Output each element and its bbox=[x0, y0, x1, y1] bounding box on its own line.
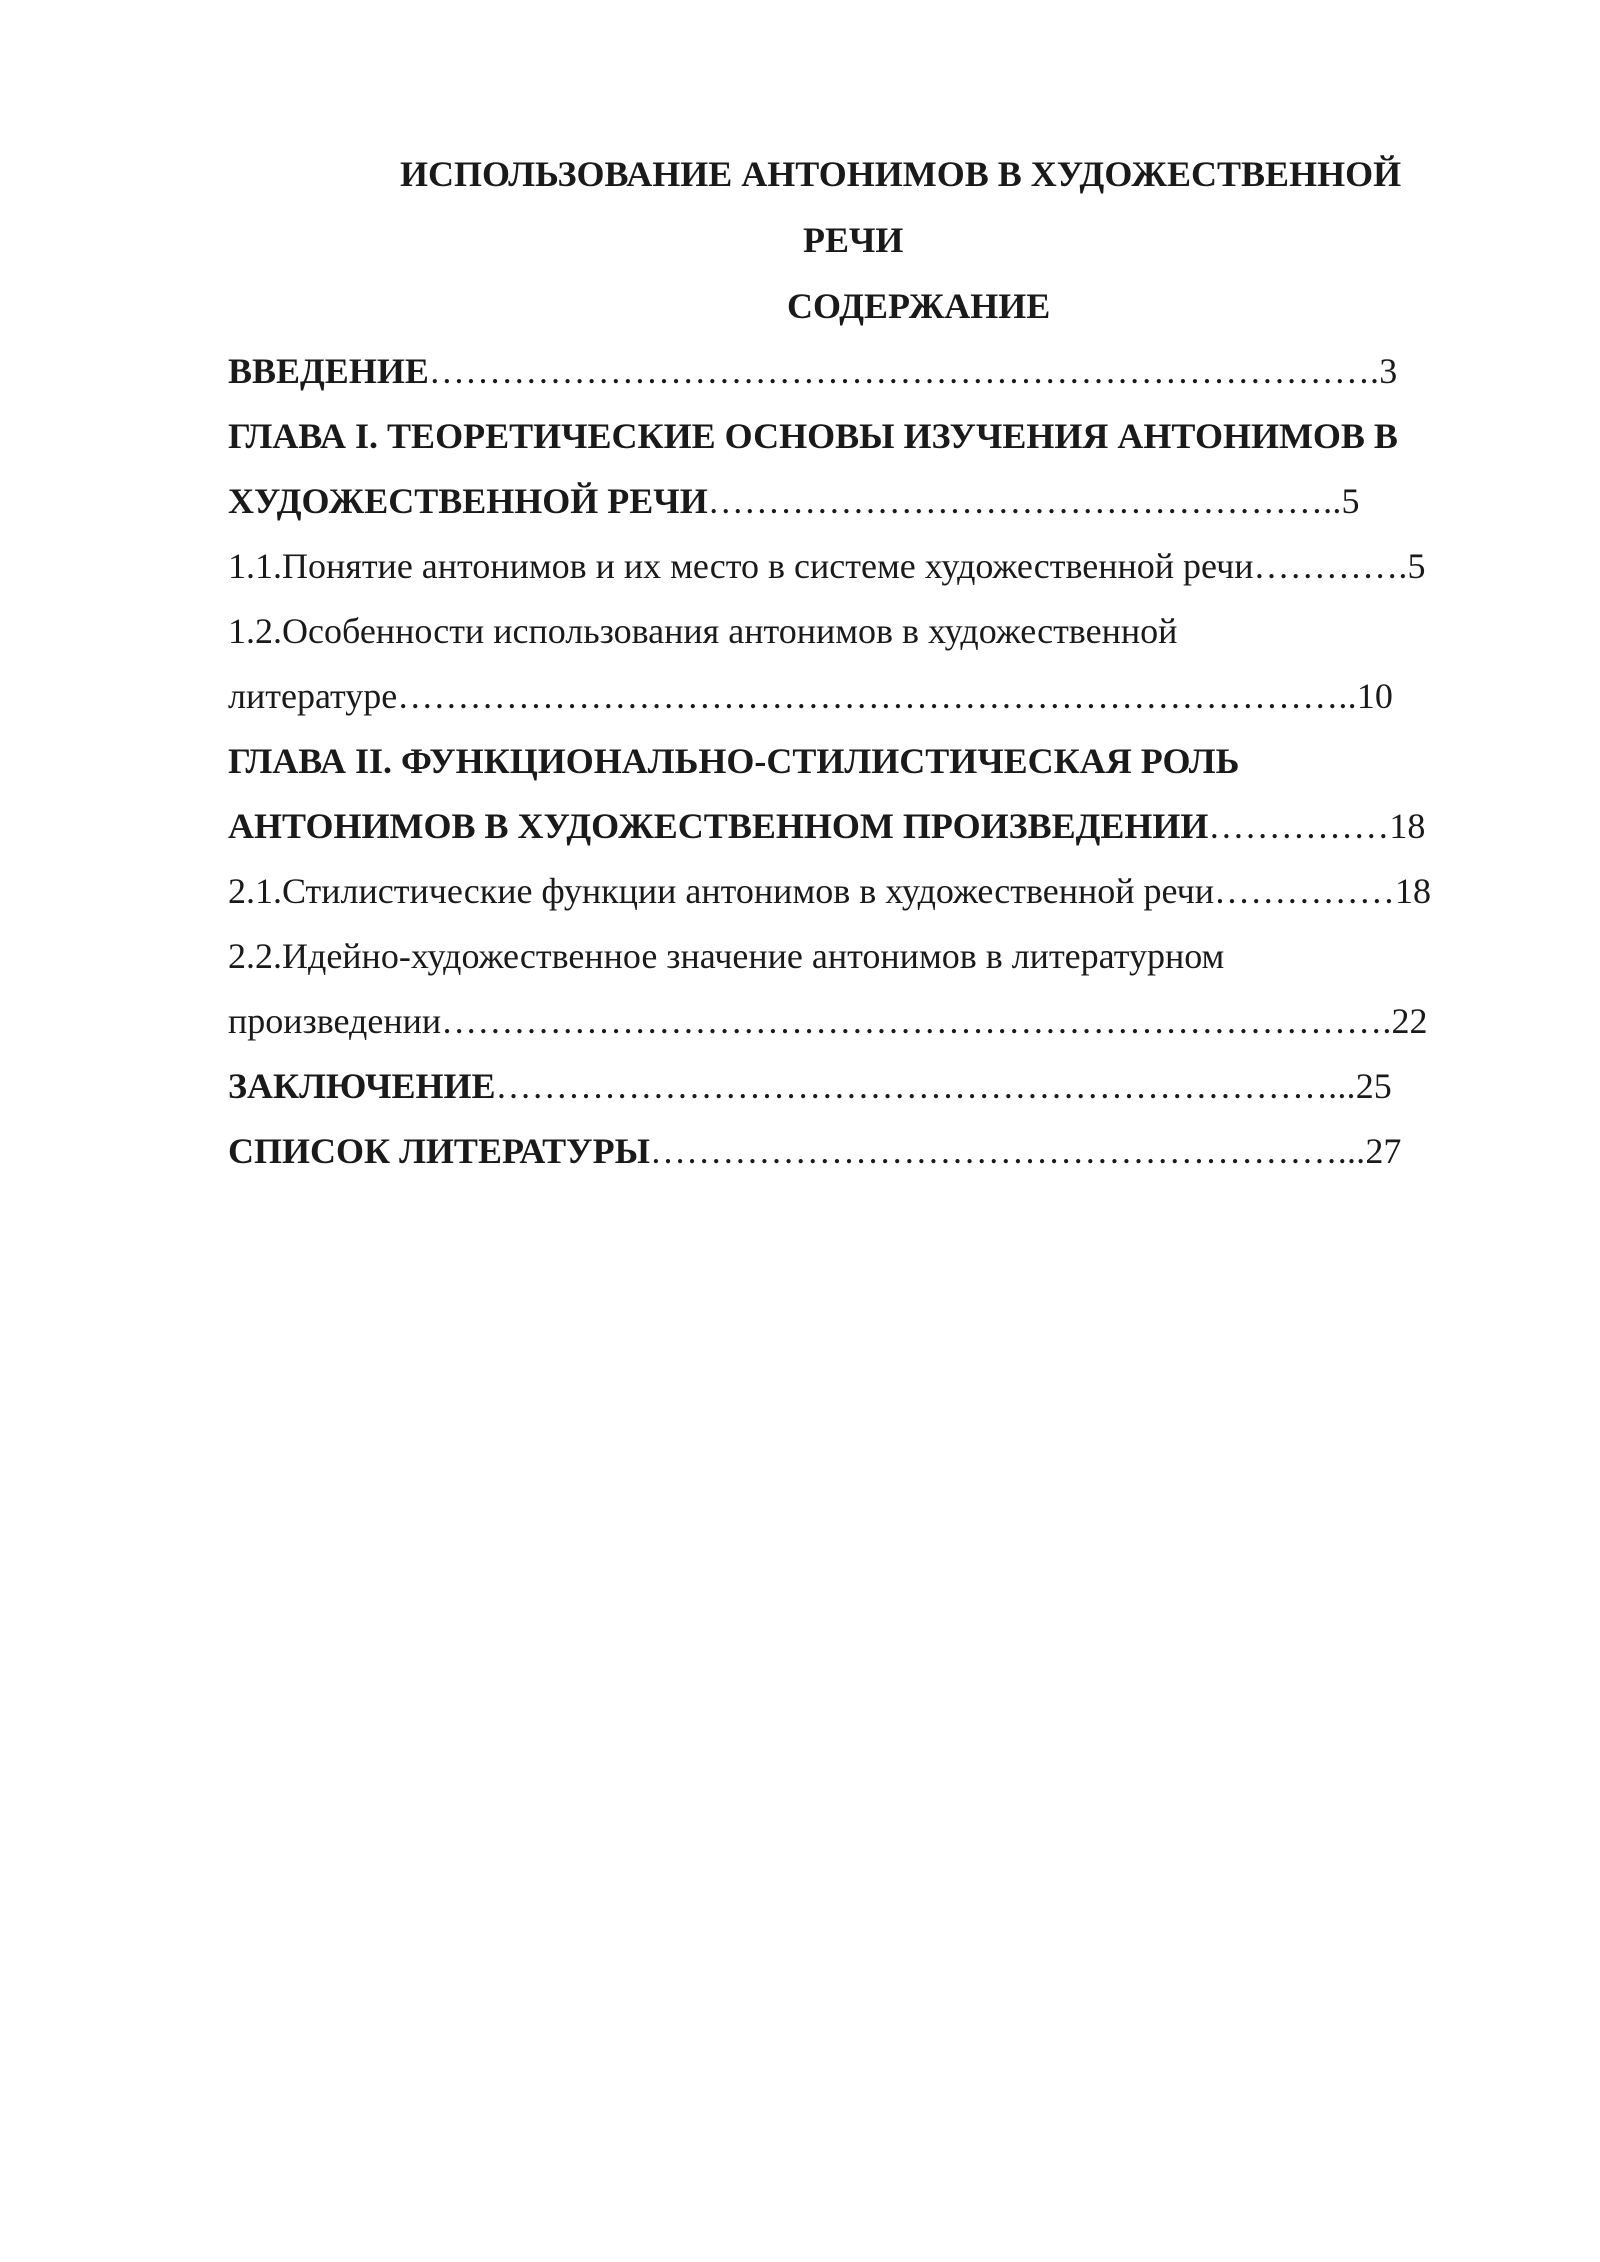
toc-entry-section-1-2-line-1 bbox=[228, 609, 1480, 653]
toc-entry-bibliography bbox=[228, 1129, 1480, 1173]
document-title-line-2: РЕЧИ bbox=[803, 220, 904, 260]
toc-entry-text: ХУДОЖЕСТВЕННОЙ РЕЧИ bbox=[228, 481, 708, 521]
toc-entry-text: ВВЕДЕНИЕ bbox=[228, 351, 429, 391]
toc-page-number: 22 bbox=[1391, 1001, 1428, 1041]
toc-entry-text: ГЛАВА I. ТЕОРЕТИЧЕСКИЕ ОСНОВЫ ИЗУЧЕНИЯ АНТОНИМОВ В bbox=[228, 416, 1398, 456]
toc-entry-chapter-2-line-1 bbox=[228, 739, 1480, 783]
toc-entry-conclusion bbox=[228, 1064, 1480, 1108]
toc-entry-text: 2.2.Идейно-художественное значение антонимов в литературном bbox=[228, 936, 1225, 976]
toc-leader-dots: …………………………………………………... bbox=[649, 1131, 1366, 1171]
toc-leader-dots: ……………………………………………………………………. bbox=[428, 351, 1380, 391]
toc-entry-text: 1.2.Особенности использования антонимов в художественной bbox=[228, 611, 1178, 651]
toc-leader-dots: ……………………………………………………………………. bbox=[441, 1001, 1392, 1041]
toc-entry-text: АНТОНИМОВ В ХУДОЖЕСТВЕННОМ ПРОИЗВЕДЕНИИ bbox=[228, 806, 1209, 846]
toc-page-number: 5 bbox=[1407, 546, 1426, 586]
contents-heading: СОДЕРЖАНИЕ bbox=[787, 286, 1051, 326]
toc-leader-dots: …………… bbox=[1208, 806, 1390, 846]
toc-leader-dots: …………. bbox=[1253, 546, 1408, 586]
toc-entry-introduction bbox=[228, 349, 1480, 393]
toc-leader-dots: …………… bbox=[1214, 871, 1396, 911]
toc-page-number: 10 bbox=[1356, 676, 1393, 716]
toc-leader-dots: …………………………………………………………………….. bbox=[397, 676, 1357, 716]
toc-entry-text: ГЛАВА II. ФУНКЦИОНАЛЬНО-СТИЛИСТИЧЕСКАЯ РОЛЬ bbox=[228, 741, 1240, 781]
toc-entry-text: ЗАКЛЮЧЕНИЕ bbox=[228, 1066, 496, 1106]
toc-entry-text: 1.1.Понятие антонимов и их место в системе художественной речи bbox=[228, 546, 1254, 586]
toc-entry-chapter-1-line-1 bbox=[228, 414, 1480, 458]
toc-entry-section-1-1 bbox=[228, 544, 1480, 588]
toc-entry-text: произведении bbox=[228, 1001, 442, 1041]
document-title-line-1: ИСПОЛЬЗОВАНИЕ АНТОНИМОВ В ХУДОЖЕСТВЕННОЙ bbox=[400, 154, 1402, 194]
toc-entry-chapter-2-line-2 bbox=[228, 804, 1480, 848]
toc-entry-text: 2.1.Стилистические функции антонимов в художественной речи bbox=[228, 871, 1215, 911]
toc-entry-text: СПИСОК ЛИТЕРАТУРЫ bbox=[228, 1131, 650, 1171]
toc-leader-dots: …………………………………………….. bbox=[707, 481, 1342, 521]
toc-entry-section-2-2-line-1 bbox=[228, 934, 1480, 978]
toc-page-number: 3 bbox=[1379, 351, 1398, 391]
toc-entry-chapter-1-line-2 bbox=[228, 479, 1480, 523]
toc-entry-section-1-2-line-2 bbox=[228, 674, 1480, 718]
toc-page-number: 25 bbox=[1355, 1066, 1392, 1106]
toc-leader-dots: ……………………………………………………………... bbox=[495, 1066, 1356, 1106]
toc-page-number: 18 bbox=[1389, 806, 1426, 846]
toc-entry-text: литературе bbox=[228, 676, 398, 716]
toc-page-number: 18 bbox=[1395, 871, 1432, 911]
toc-page-number: 27 bbox=[1365, 1131, 1402, 1171]
toc-entry-section-2-1 bbox=[228, 869, 1480, 913]
toc-entry-section-2-2-line-2 bbox=[228, 999, 1480, 1043]
toc-page-number: 5 bbox=[1341, 481, 1360, 521]
